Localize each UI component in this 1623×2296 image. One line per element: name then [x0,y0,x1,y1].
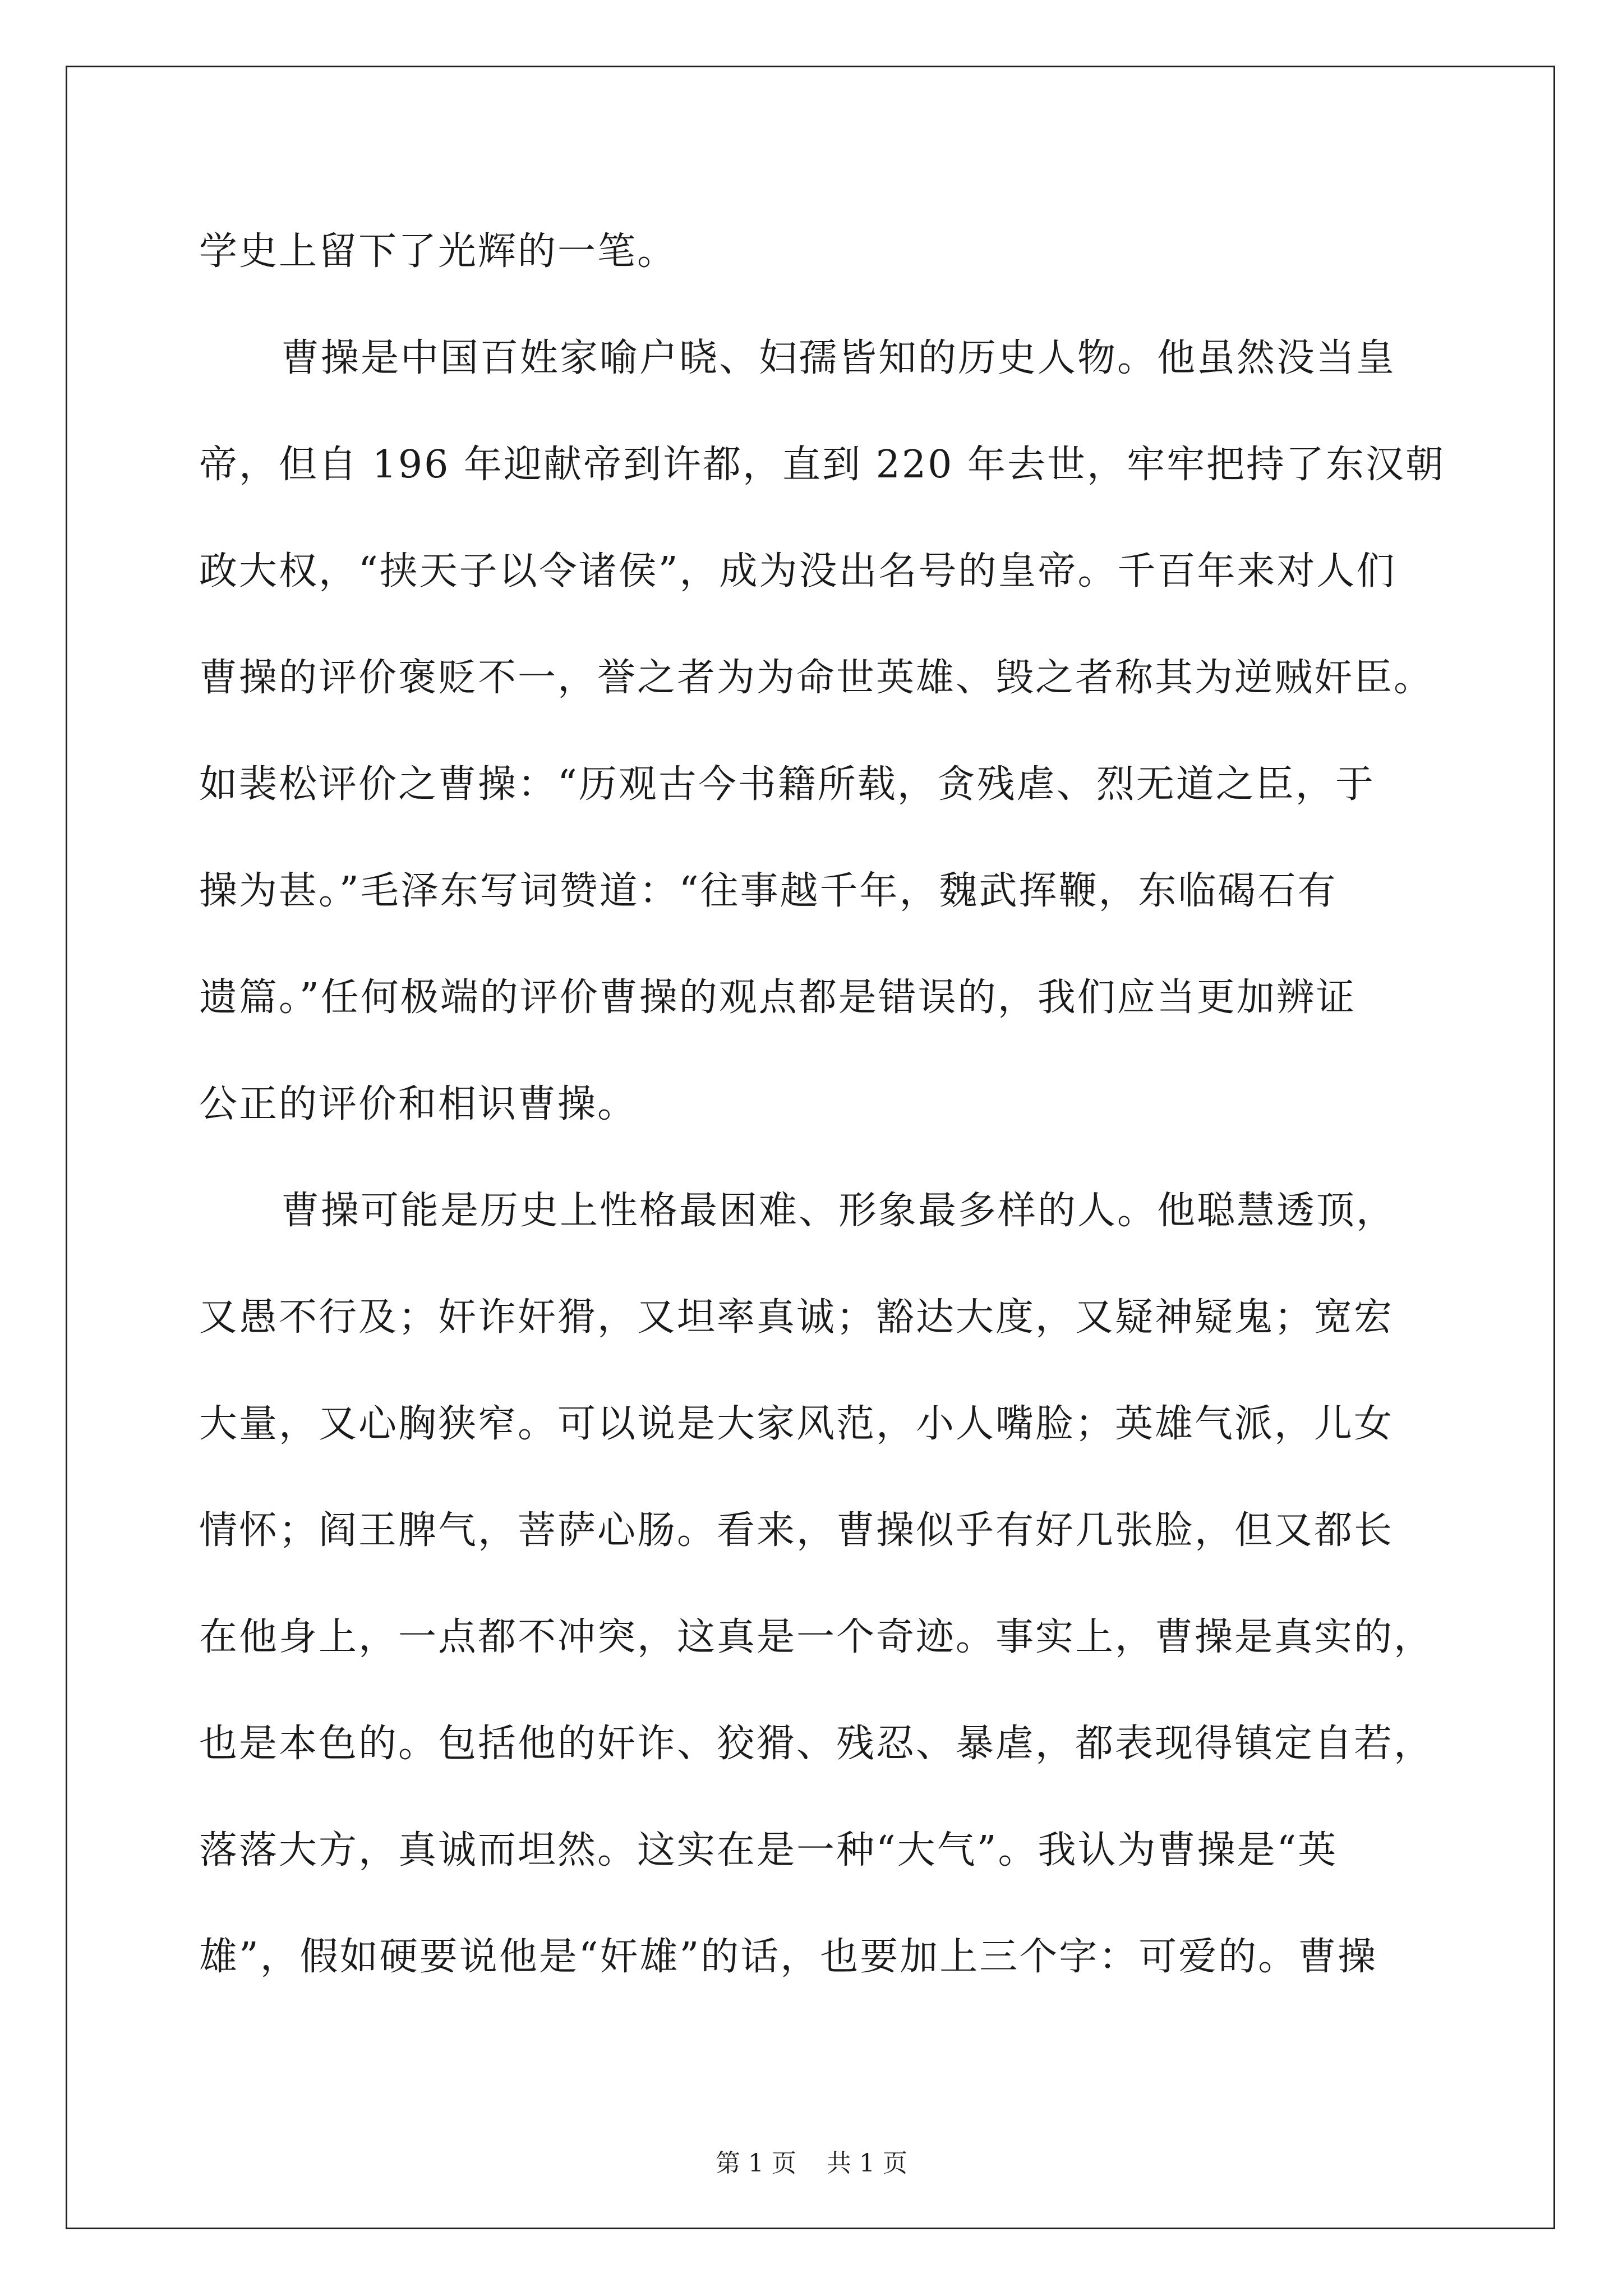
text-line: 曹操是中国百姓家喻户晓、妇孺皆知的历史人物。他虽然没当皇 [281,336,1396,380]
document-body [199,199,1450,2010]
text-line: 操为甚。”毛泽东写词赞道：“往事越千年，魏武挥鞭，东临碣石有 [199,869,1338,913]
text-line: 在他身上，一点都不冲突，这真是一个奇迹。事实上，曹操是真实的， [199,1615,1434,1659]
text-line: 曹操可能是历史上性格最困难、形象最多样的人。他聪慧透顶， [281,1189,1396,1233]
text-line: 如裴松评价之曹操：“历观古今书籍所载，贪残虐、烈无道之臣，于 [199,762,1375,807]
text-line: 也是本色的。包括他的奸诈、狡猾、残忍、暴虐，都表现得镇定自若， [199,1722,1434,1766]
text-line: 政大权，“挟天子以令诸侯”，成为没出名号的皇帝。千百年来对人们 [199,549,1396,593]
page-number-current: 第 1 页 [716,2149,796,2178]
page-number-total: 共 1 页 [827,2149,907,2178]
text-line: 情怀；阎王脾气，菩萨心肠。看来，曹操似乎有好几张脸，但又都长 [199,1508,1394,1553]
text-line: 公正的评价和相识曹操。 [199,1082,638,1126]
text-line: 曹操的评价褒贬不一，誉之者为为命世英雄、毁之者称其为逆贼奸臣。 [199,656,1434,700]
text-line: 落落大方，真诚而坦然。这实在是一种“大气”。我认为曹操是“英 [199,1828,1338,1872]
text-line: 学史上留下了光辉的一笔。 [199,229,677,274]
text-line: 帝，但自 196 年迎献帝到许都，直到 220 年去世，牢牢把持了东汉朝 [199,443,1446,487]
text-line: 雄”，假如硬要说他是“奸雄”的话，也要加上三个字：可爱的。曹操 [199,1935,1378,1979]
text-line: 又愚不行及；奸诈奸猾，又坦率真诚；豁达大度，又疑神疑鬼；宽宏 [199,1295,1394,1340]
page-footer [0,2143,1623,2179]
text-line: 遗篇。”任何极端的评价曹操的观点都是错误的，我们应当更加辨证 [199,976,1356,1020]
text-line: 大量，又心胸狭窄。可以说是大家风范，小人嘴脸；英雄气派，儿女 [199,1402,1394,1446]
